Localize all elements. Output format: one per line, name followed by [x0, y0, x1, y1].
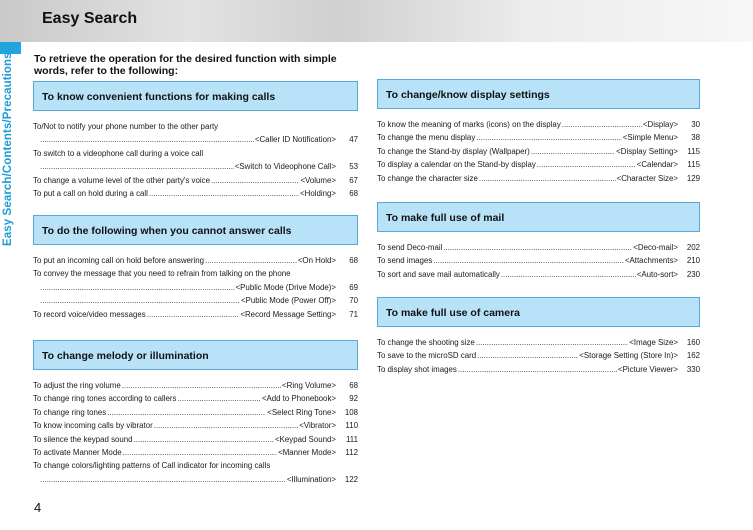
entry-description: To activate Manner Mode — [33, 448, 122, 458]
entry-description: To change the menu display — [377, 133, 476, 143]
entry-label: <Ring Volume> — [282, 381, 336, 390]
leader-dots — [40, 473, 286, 486]
entry-description: To change a volume level of the other party's voice — [33, 175, 210, 185]
entry-page: 30 — [691, 120, 700, 129]
entry-display[interactable] — [377, 118, 700, 131]
entry-public-mode-drive[interactable] — [33, 281, 358, 294]
entry-page: 230 — [686, 269, 700, 279]
entry-page: 122 — [344, 474, 358, 484]
entry-display-setting[interactable] — [377, 145, 700, 158]
section-heading: To make full use of mail — [377, 202, 700, 232]
entry-description: To adjust the ring volume — [33, 381, 121, 390]
leader-dots — [501, 268, 636, 281]
entry-illumination[interactable] — [33, 473, 358, 486]
section-body — [33, 370, 358, 486]
leader-dots — [122, 379, 281, 392]
entry-description: To know the meaning of marks (icons) on the display — [377, 120, 561, 129]
section-body — [377, 327, 700, 376]
entry-description: To record voice/video messages — [33, 309, 146, 319]
entry-label: <Add to Phonebook> — [261, 394, 336, 404]
entry-storage-setting[interactable] — [377, 349, 700, 362]
entry-description: To save to the microSD card — [377, 351, 477, 361]
entry-label: <Vibrator> — [299, 421, 336, 431]
entry-label: <Display Setting> — [616, 146, 678, 156]
entry-page: 115 — [687, 160, 700, 170]
leader-dots — [177, 392, 260, 405]
entry-page: 69 — [349, 282, 358, 292]
section-heading: To make full use of camera — [377, 297, 700, 327]
entry-attachments[interactable] — [377, 254, 700, 267]
entry-page: 67 — [349, 175, 358, 185]
entry-page: 38 — [691, 133, 700, 143]
leader-dots — [149, 187, 299, 200]
entry-label: <Image Size> — [629, 338, 678, 347]
leader-dots — [458, 363, 617, 376]
section-making-calls — [33, 81, 358, 200]
entry-deco-mail[interactable] — [377, 241, 700, 254]
entry-label: <Public Mode (Power Off)> — [240, 296, 336, 306]
entry-label: <Holding> — [300, 189, 336, 199]
entry-page: 160 — [686, 338, 700, 347]
entry-auto-sort[interactable] — [377, 268, 700, 281]
entry-description: To send images — [377, 256, 433, 266]
entry-label: <Character Size> — [616, 173, 678, 183]
entry-description: To change ring tones — [33, 407, 107, 417]
entry-page: 68 — [349, 381, 358, 390]
section-heading: To do the following when you cannot answer calls — [33, 215, 358, 245]
section-heading: To change/know display settings — [377, 79, 700, 109]
leader-dots — [211, 174, 300, 187]
entry-label: <Manner Mode> — [278, 448, 336, 458]
section-mail — [377, 202, 700, 281]
entry-ring-volume[interactable] — [33, 379, 358, 392]
entry-label: <Picture Viewer> — [618, 364, 678, 374]
entry-page: 70 — [349, 296, 358, 306]
leader-dots — [123, 446, 277, 459]
entry-keypad-sound[interactable] — [33, 433, 358, 446]
entry-label: <Volume> — [300, 175, 336, 185]
entry-label: <Storage Setting (Store In)> — [579, 351, 678, 361]
entry-vibrator[interactable] — [33, 419, 358, 432]
section-heading: To know convenient functions for making calls — [33, 81, 358, 111]
entry-description: To know incoming calls by vibrator — [33, 421, 153, 431]
entry-description: To display shot images — [377, 364, 457, 374]
entry-description: To display a calendar on the Stand-by display — [377, 160, 536, 170]
leader-dots — [476, 131, 621, 144]
entry-page: 110 — [345, 421, 358, 431]
entry-caller-id[interactable] — [33, 133, 358, 146]
entry-description: To put an incoming call on hold before answering — [33, 256, 205, 265]
leader-dots — [531, 145, 615, 158]
section-display-settings — [377, 79, 700, 185]
entry-label: <Auto-sort> — [636, 269, 678, 279]
entry-switch-videophone[interactable] — [33, 160, 358, 173]
entry-record-message[interactable] — [33, 308, 358, 321]
entry-description: To send Deco-mail — [377, 243, 443, 252]
section-heading: To change melody or illumination — [33, 340, 358, 370]
entry-description: To silence the keypad sound — [33, 434, 133, 444]
section-body — [33, 245, 358, 321]
leader-dots — [154, 419, 299, 432]
entry-label: <Keypad Sound> — [275, 434, 336, 444]
leader-dots — [40, 281, 235, 294]
side-section-label: Easy Search/Contents/Precautions — [2, 52, 14, 246]
entry-label: <Switch to Videophone Call> — [234, 162, 336, 172]
entry-page: 47 — [349, 135, 358, 145]
leader-dots — [562, 118, 642, 131]
entry-select-ring-tone[interactable] — [33, 406, 358, 419]
entry-description: To change ring tones according to callers — [33, 394, 177, 404]
leader-dots — [40, 160, 234, 173]
entry-public-mode-power-off[interactable] — [33, 294, 358, 307]
entry-page: 202 — [686, 243, 700, 252]
leader-dots — [443, 241, 632, 254]
entry-page: 53 — [349, 162, 358, 172]
section-body — [377, 232, 700, 281]
entry-page: 108 — [344, 407, 358, 417]
entry-description: To/Not to notify your phone number to the other party — [33, 122, 219, 131]
entry-description: To switch to a videophone call during a voice call — [33, 148, 204, 158]
entry-label: <Display> — [642, 120, 678, 129]
entry-page: 210 — [686, 256, 700, 266]
leader-dots — [477, 349, 578, 362]
entry-description: To sort and save mail automatically — [377, 269, 500, 279]
entry-add-to-phonebook[interactable] — [33, 392, 358, 405]
entry-manner-mode[interactable] — [33, 446, 358, 459]
leader-dots — [40, 133, 254, 146]
entry-page: 129 — [686, 173, 700, 183]
entry-description: To change the Stand-by display (Wallpaper) — [377, 146, 530, 156]
leader-dots — [476, 336, 628, 349]
entry-label: <On Hold> — [297, 256, 336, 265]
page-title: Easy Search — [42, 10, 138, 27]
entry-label: <Caller ID Notification> — [254, 135, 336, 145]
entry-volume[interactable] — [33, 174, 358, 187]
section-melody-illumination — [33, 340, 358, 486]
entry-page: 68 — [349, 256, 358, 265]
entry-description: To change colors/lighting patterns of Call indicator for incoming calls — [33, 461, 271, 471]
entry-label: <Attachments> — [624, 256, 678, 266]
leader-dots — [205, 254, 297, 267]
leader-dots — [537, 158, 636, 171]
leader-dots — [433, 254, 624, 267]
entry-on-hold[interactable] — [33, 254, 358, 267]
entry-label: <Calendar> — [636, 160, 678, 170]
entry-label: <Record Message Setting> — [240, 309, 336, 319]
entry-description: To convey the message that you need to refrain from talking on the phone — [33, 269, 291, 279]
intro-text: To retrieve the operation for the desired function with simple words, refer to the following: — [34, 53, 337, 77]
entry-picture-viewer[interactable] — [377, 363, 700, 376]
entry-description: To put a call on hold during a call — [33, 189, 148, 199]
page-number: 4 — [34, 500, 42, 515]
entry-label: <Illumination> — [286, 474, 336, 484]
leader-dots — [479, 172, 616, 185]
entry-page: 71 — [349, 309, 358, 319]
entry-page: 330 — [686, 364, 700, 374]
entry-page: 112 — [345, 448, 358, 458]
section-cannot-answer — [33, 215, 358, 321]
leader-dots — [134, 433, 274, 446]
entry-page: 162 — [686, 351, 700, 361]
section-body — [377, 109, 700, 185]
entry-image-size[interactable] — [377, 336, 700, 349]
entry-label: <Deco-mail> — [633, 243, 678, 252]
leader-dots — [147, 308, 240, 321]
entry-calendar[interactable] — [377, 158, 700, 171]
entry-description: To change the character size — [377, 173, 478, 183]
section-body — [33, 111, 358, 200]
entry-label: <Simple Menu> — [622, 133, 678, 143]
leader-dots — [40, 294, 240, 307]
entry-holding[interactable] — [33, 187, 358, 200]
entry-label: <Public Mode (Drive Mode)> — [235, 282, 336, 292]
section-camera — [377, 297, 700, 376]
entry-character-size[interactable] — [377, 172, 700, 185]
entry-simple-menu[interactable] — [377, 131, 700, 144]
entry-description: To change the shooting size — [377, 338, 475, 347]
entry-page: 68 — [349, 189, 358, 199]
entry-page: 111 — [346, 434, 358, 444]
leader-dots — [107, 406, 266, 419]
entry-page: 92 — [349, 394, 358, 404]
entry-page: 115 — [687, 146, 700, 156]
entry-label: <Select Ring Tone> — [267, 407, 336, 417]
